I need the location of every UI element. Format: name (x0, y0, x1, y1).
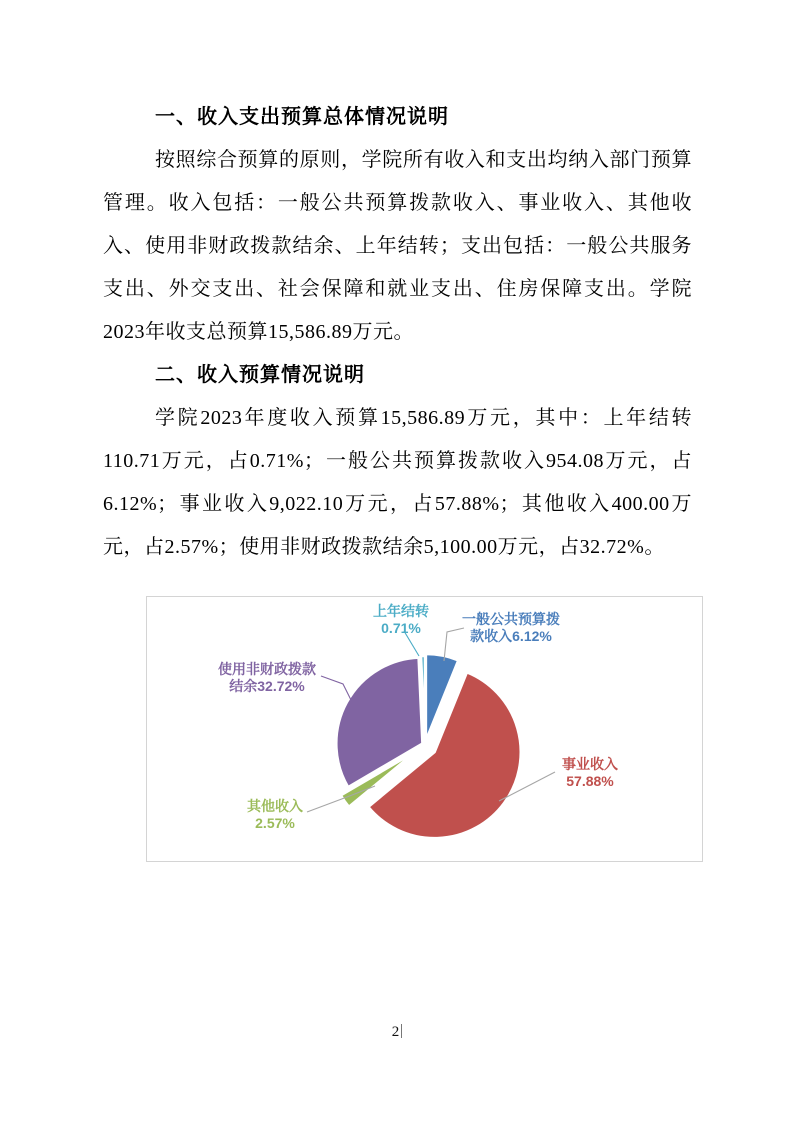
slice-label-5-line-2: 0.71% (381, 620, 421, 636)
section-1-paragraph: 按照综合预算的原则，学院所有收入和支出均纳入部门预算管理。收入包括：一般公共预算拨款收入、事业收入、其他收入、使用非财政拨款结余、上年结转；支出包括：一般公共服务支出、外交支出、社会保障和就业支出、住房保障支出。学院2023年收支总预算15,586.89万元。 (103, 149, 692, 343)
pie-slice-4 (336, 658, 422, 787)
text-cursor (401, 1024, 402, 1038)
slice-label-2-line-2: 57.88% (566, 773, 614, 789)
slice-label-3-line-1: 其他收入 (247, 798, 303, 814)
income-pie-chart-frame (146, 596, 703, 862)
document-body (103, 96, 692, 569)
section-2-paragraph: 学院2023年度收入预算15,586.89万元，其中：上年结转110.71万元，占0.71%；一般公共预算拨款收入954.08万元，占6.12%；事业收入9,022.10万元，占57.88%；其他收入400.00万元，占2.57%；使用非财政拨款结余5,100.00万元，占32.72%。 (103, 407, 692, 558)
section-2-heading: 二、收入预算情况说明 (155, 364, 365, 386)
slice-label-3-line-2: 2.57% (255, 815, 295, 831)
slice-label-4-line-2: 结余32.72% (229, 678, 305, 694)
slice-label-1-line-2: 款收入6.12% (470, 628, 552, 644)
leader-line-4 (321, 676, 351, 700)
income-pie-chart (147, 597, 702, 861)
leader-line-3 (307, 786, 375, 812)
page-number: 2 (391, 1024, 400, 1040)
slice-label-4-line-1: 使用非财政拨款 (218, 661, 316, 677)
slice-label-2-line-1: 事业收入 (562, 756, 618, 772)
page-footer (0, 1022, 794, 1042)
slice-label-1-line-1: 一般公共预算拨 (462, 611, 560, 627)
section-1-heading: 一、收入支出预算总体情况说明 (155, 106, 449, 128)
slice-label-5-line-1: 上年结转 (373, 603, 429, 619)
